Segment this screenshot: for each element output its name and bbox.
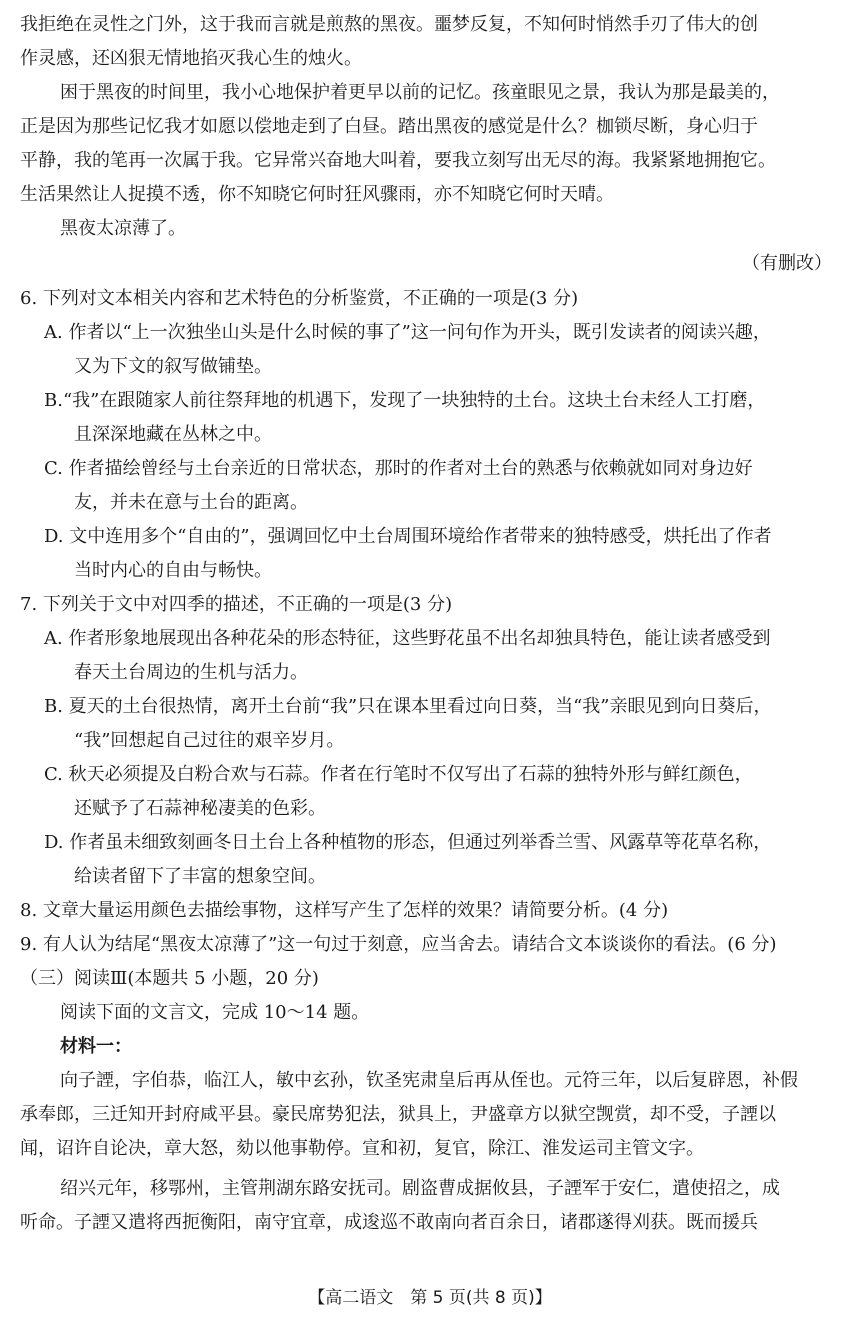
question-stem: 7. 下列关于文中对四季的描述，不正确的一项是(3 分) xyxy=(20,594,453,615)
option-line: D. 文中连用多个“自由的”，强调回忆中土台周围环境给作者带来的独特感受，烘托出了作者 xyxy=(44,526,772,547)
passage-closing-line: 黑夜太凉薄了。 xyxy=(60,218,186,239)
question-stem: 6. 下列对文本相关内容和艺术特色的分析鉴赏，不正确的一项是(3 分) xyxy=(20,288,579,309)
option-line: 还赋予了石蒜神秘凄美的色彩。 xyxy=(74,798,326,819)
passage-line: 生活果然让人捉摸不透，你不知晓它何时狂风骤雨，亦不知晓它何时天晴。 xyxy=(20,184,614,205)
section-title: （三）阅读Ⅲ(本题共 5 小题，20 分) xyxy=(20,968,319,989)
passage-line: 平静，我的笔再一次属于我。它异常兴奋地大叫着，要我立刻写出无尽的海。我紧紧地拥抱它。 xyxy=(20,150,776,171)
question-7 xyxy=(20,588,834,894)
material-label: 材料一： xyxy=(60,1036,132,1057)
section-3 xyxy=(20,962,834,1240)
option-line: “我”回想起自己过往的艰辛岁月。 xyxy=(74,730,345,751)
passage-line: 困于黑夜的时间里，我小心地保护着更早以前的记忆。孩童眼见之景，我认为那是最美的， xyxy=(60,82,780,103)
option-line: A. 作者以“上一次独坐山头是什么时候的事了”这一问句作为开头，既引发读者的阅读兴趣， xyxy=(44,322,771,343)
passage-line: 我拒绝在灵性之门外，这于我而言就是煎熬的黑夜。噩梦反复，不知何时悄然手刃了伟大的创 xyxy=(20,14,758,35)
option-line: 当时内心的自由与畅快。 xyxy=(74,560,272,581)
option-line: A. 作者形象地展现出各种花朵的形态特征，这些野花虽不出名却独具特色，能让读者感受到 xyxy=(44,628,771,649)
question-6 xyxy=(20,282,834,588)
classical-text-line: 听命。子諲又遣将西扼衡阳，南守宜章，成逡巡不敢南向者百余日，诸郡遂得刈获。既而援兵 xyxy=(20,1212,758,1233)
option-line: D. 作者虽未细致刻画冬日土台上各种植物的形态，但通过列举香兰雪、风露草等花草名称， xyxy=(44,832,772,853)
option-line: 春天土台周边的生机与活力。 xyxy=(74,662,308,683)
page-footer: 【高二语文 第 5 页(共 8 页)】 xyxy=(308,1288,552,1308)
option-line: 给读者留下了丰富的想象空间。 xyxy=(74,866,326,887)
passage-line: 作灵感，还凶狠无情地掐灭我心生的烛火。 xyxy=(20,48,362,69)
question-9: 9. 有人认为结尾“黑夜太凉薄了”这一句过于刻意，应当舍去。请结合文本谈谈你的看法。(6 分) xyxy=(20,934,777,955)
classical-text-line: 承奉郎，三迁知开封府咸平县。豪民席势犯法，狱具上，尹盛章方以狱空觊赏，却不受，子諲以 xyxy=(20,1104,776,1125)
option-line: 友，并未在意与土台的距离。 xyxy=(74,492,308,513)
passage xyxy=(20,8,834,282)
option-line: 又为下文的叙写做铺垫。 xyxy=(74,356,272,377)
option-line: 且深深地藏在丛林之中。 xyxy=(74,424,272,445)
question-8: 8. 文章大量运用颜色去描绘事物，这样写产生了怎样的效果？请简要分析。(4 分) xyxy=(20,900,669,921)
option-line: C. 秋天必须提及白粉合欢与石蒜。作者在行笔时不仅写出了石蒜的独特外形与鲜红颜色， xyxy=(44,764,753,785)
option-line: B. 夏天的土台很热情，离开土台前“我”只在课本里看过向日葵，当“我”亲眼见到向日葵后， xyxy=(44,696,772,717)
option-line: C. 作者描绘曾经与土台亲近的日常状态，那时的作者对土台的熟悉与依赖就如同对身边好 xyxy=(44,458,753,479)
classical-text-line: 向子諲，字伯恭，临江人，敏中玄孙，钦圣宪肃皇后再从侄也。元符三年，以后复辟恩，补假 xyxy=(60,1070,798,1091)
classical-text-line: 闻，诏许自论决，章大怒，劾以他事勒停。宣和初，复官，除江、淮发运司主管文字。 xyxy=(20,1138,704,1159)
option-line: B.“我”在跟随家人前往祭拜地的机遇下，发现了一块独特的土台。这块土台未经人工打磨， xyxy=(44,390,766,411)
abridged-note: （有删改） xyxy=(742,253,832,274)
passage-line: 正是因为那些记忆我才如愿以偿地走到了白昼。踏出黑夜的感觉是什么？枷锁尽断，身心归于 xyxy=(20,116,758,137)
classical-text-line: 绍兴元年，移鄂州，主管荆湖东路安抚司。剧盗曹成据攸县，子諲军于安仁，遣使招之，成 xyxy=(60,1178,780,1199)
section-instruction: 阅读下面的文言文，完成 10～14 题。 xyxy=(60,1002,370,1023)
